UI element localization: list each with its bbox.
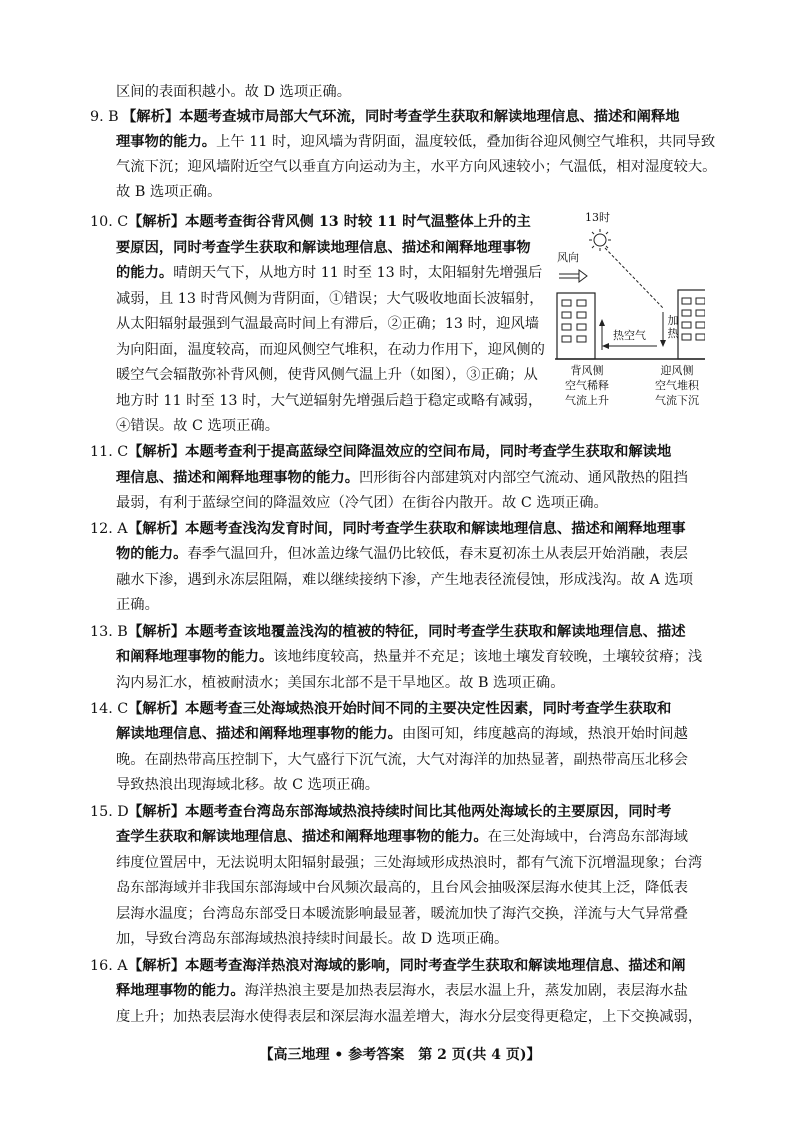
left-building (557, 293, 595, 359)
text-line: 的能力。晴朗天气下，从地方时 11 时至 13 时，太阳辐射先增强后 (116, 265, 543, 281)
analysis-heading: 【解析】本题考查浅沟发育时间，同时考查学生获取和解读地理信息、描述和阐释地理事 (128, 521, 686, 537)
text-line: 纬度位置居中，无法说明太阳辐射最强；三处海域形成热浪时，都有气流下沉增温现象；台湾 (116, 855, 703, 871)
text-line: 加，导致台湾岛东部海域热浪持续时间最长。故 D 选项正确。 (116, 931, 509, 947)
text-line: 岛东部海域并非我国东部海域中台风频次最高的，且台风会抽吸深层海水使其上泛，降低表 (116, 880, 688, 896)
sun-ray-line (605, 248, 663, 308)
wind-arrow-icon (559, 270, 587, 282)
left-caption: 背风侧 空气稀释 气流上升 (565, 364, 609, 407)
text-line: 理事物的能力。上午 11 时，迎风墙为背阴面，温度较低，叠加街谷迎风侧空气堆积，共同导致 (116, 134, 716, 150)
question-number: 16. A (90, 958, 128, 974)
question-number: 13. B (90, 624, 128, 640)
text-line: 度上升；加热表层海水使得表层和深层海水温差增大，海水分层变得更稳定，上下交换减弱， (116, 1009, 703, 1025)
analysis-heading: 【解析】本题考查城市局部大气环流，同时考查学生获取和解读地理信息、描述和阐释地 (122, 109, 680, 125)
text-line: 沟内易汇水，植被耐渍水；美国东北部不是干旱地区。故 B 选项正确。 (116, 675, 565, 691)
text-line: 区间的表面积越小。故 D 选项正确。 (116, 84, 352, 100)
text-line: 理信息、描述和阐释地理事物的能力。凹形街谷内部建筑对内部空气流动、通风散热的阻挡 (116, 470, 688, 486)
analysis-heading: 【解析】本题考查街谷背风侧 13 时较 11 时气温整体上升的主 (128, 214, 531, 230)
text-line: 暖空气会辐散弥补背风侧，使背风侧气温上升（如图），③正确；从 (116, 367, 538, 383)
analysis-heading: 【解析】本题考查海洋热浪对海域的影响，同时考查学生获取和解读地理信息、描述和阐 (128, 958, 686, 974)
hot-air-label: 热空气 (613, 329, 646, 342)
text-line: 释地理事物的能力。海洋热浪主要是加热表层海水，表层水温上升，蒸发加剧，表层海水盐 (116, 983, 688, 999)
right-caption: 迎风侧 空气堆积 气流下沉 (655, 364, 699, 407)
text-line: ④错误。故 C 选项正确。 (116, 418, 279, 434)
page-footer: 【高三地理 • 参考答案 第 2 页(共 4 页)】 (259, 1047, 541, 1063)
text-line: 正确。 (116, 597, 159, 613)
analysis-heading: 【解析】本题考查利于提高蓝绿空间降温效应的空间布局，同时考查学生获取和解读地 (128, 444, 672, 460)
text-line: 故 B 选项正确。 (116, 184, 222, 200)
text-line: 查学生获取和解读地理信息、描述和阐释地理事物的能力。在三处海域中，台湾岛东部海域 (116, 829, 688, 845)
analysis-heading: 【解析】本题考查三处海域热浪开始时间不同的主要决定性因素，同时考查学生获取和 (128, 701, 672, 717)
question-number: 15. D (90, 804, 129, 820)
street-canyon-figure (555, 208, 705, 418)
text-line: 从太阳辐射最强到气温最高时间上有滞后，②正确；13 时，迎风墙 (116, 316, 540, 332)
analysis-heading: 【解析】本题考查台湾岛东部海域热浪持续时间比其他两处海域长的主要原因，同时考 (128, 804, 672, 820)
text-line: 和阐释地理事物的能力。该地纬度较高，热量并不充足；该地土壤发育较晚，土壤较贫瘠；浅 (116, 649, 703, 665)
text-line: 要原因，同时考查学生获取和解读地理信息、描述和阐释地理事物 (116, 240, 531, 256)
text-line: 地方时 11 时至 13 时，大气逆辐射先增强后趋于稳定或略有减弱， (116, 393, 543, 409)
question-number: 9. B (90, 109, 119, 125)
sun-icon (589, 229, 611, 251)
wind-label: 风向 (557, 251, 579, 264)
question-number: 12. A (90, 521, 128, 537)
text-line: 减弱，且 13 时背风侧为背阴面，①错误；大气吸收地面长波辐射， (116, 291, 544, 307)
time-label: 13时 (585, 211, 610, 224)
text-line: 解读地理信息、描述和阐释地理事物的能力。由图可知，纬度越高的海域，热浪开始时间越 (116, 726, 688, 742)
text-line: 气流下沉；迎风墙附近空气以垂直方向运动为主，水平方向风速较小；气温低，相对湿度较大。 (116, 159, 717, 175)
question-number: 14. C (90, 701, 129, 717)
right-building (678, 290, 705, 359)
analysis-heading: 【解析】本题考查该地覆盖浅沟的植被的特征，同时考查学生获取和解读地理信息、描述 (128, 624, 686, 640)
text-line: 晚。在副热带高压控制下，大气盛行下沉气流，大气对海洋的加热显著，副热带高压北移会 (116, 752, 688, 768)
text-line: 融水下渗，遇到永冻层阻隔，难以继续接纳下渗，产生地表径流侵蚀，形成浅沟。故 A 选项 (116, 572, 693, 588)
text-line: 最弱，有利于蓝绿空间的降温效应（冷气团）在街谷内散开。故 C 选项正确。 (116, 495, 608, 511)
text-line: 为向阳面，温度较高，而迎风侧空气堆积，在动力作用下，迎风侧的 (116, 342, 545, 358)
question-number: 10. C (90, 214, 129, 230)
text-line: 物的能力。春季气温回升，但冰盖边缘气温仍比较低，春末夏初冻土从表层开始消融，表层 (116, 546, 688, 562)
text-line: 层海水温度；台湾岛东部受日本暖流影响最显著，暖流加快了海汽交换，洋流与大气异常叠 (116, 906, 688, 922)
question-number: 11. C (90, 444, 129, 460)
heat-label: 加热 (667, 314, 679, 340)
text-line: 导致热浪出现海域北移。故 C 选项正确。 (116, 777, 380, 793)
